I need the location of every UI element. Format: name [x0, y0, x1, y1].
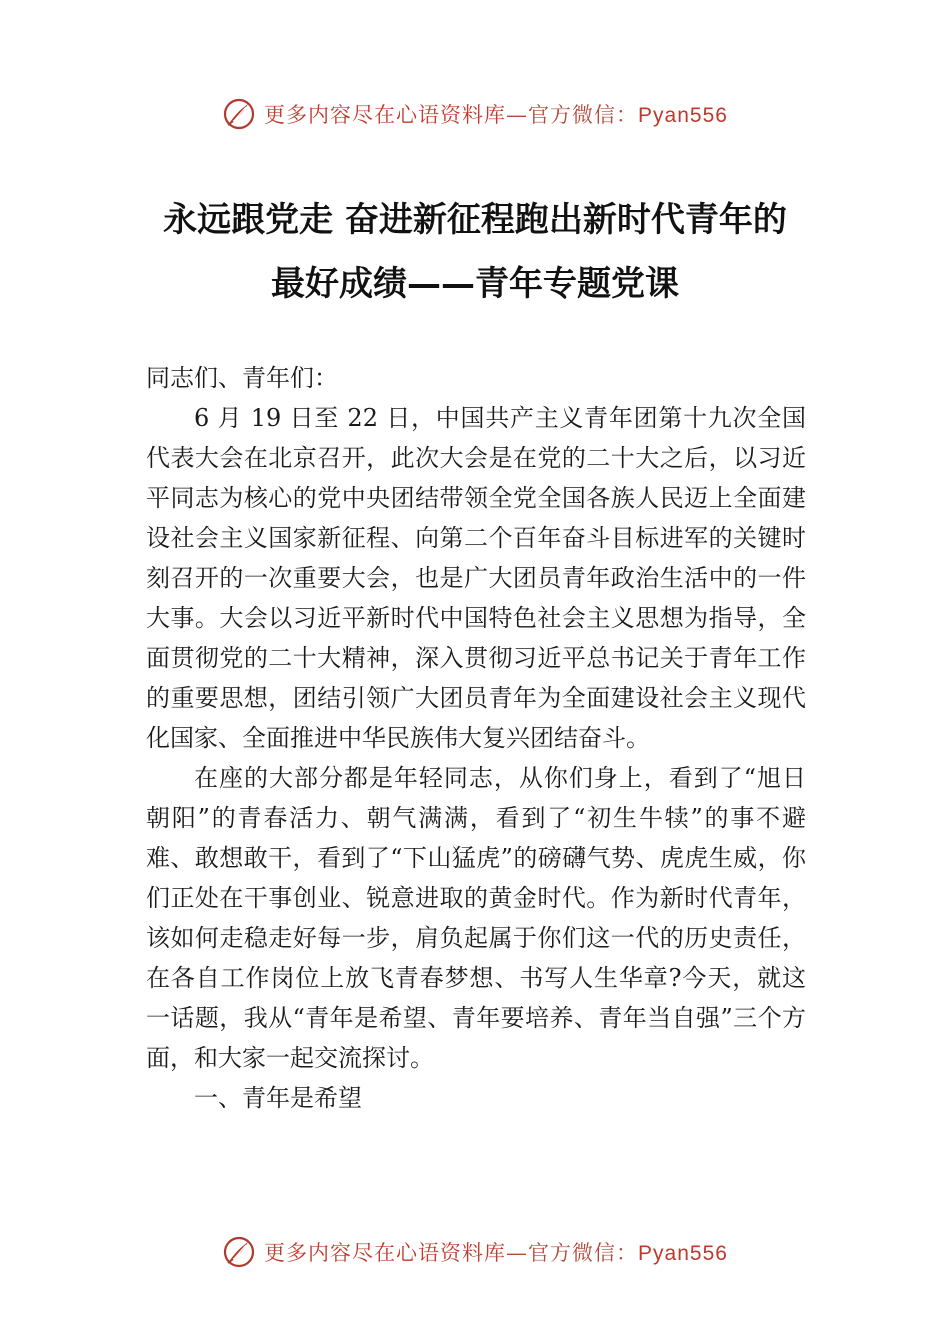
document-title [120, 188, 830, 316]
title-line-1: 永远跟党走 奋进新征程跑出新时代青年的 [163, 200, 787, 240]
title-line-2: 最好成绩——青年专题党课 [271, 264, 679, 304]
watermark-text: 更多内容尽在心语资料库—官方微信：Pyan556 [264, 1241, 728, 1265]
quill-pen-logo-icon [222, 1235, 256, 1269]
body-paragraph-2: 在座的大部分都是年轻同志，从你们身上，看到了“旭日朝阳”的青春活力、朝气满满，看到了“初生牛犊”的事不避难、敢想敢干，看到了“下山猛虎”的磅礴气势、虎虎生威，你们正处在干事创业、锐意进取的黄金时代。作为新时代青年，该如何走稳走好每一步，肩负起属于你们这一代的历史责任，在各自工作岗位上放飞青春梦想、书写人生华章?今天，就这一话题，我从“青年是希望、青年要培养、青年当自强”三个方面，和大家一起交流探讨。 [146, 764, 806, 1072]
body-paragraph-1: 6 月 19 日至 22 日，中国共产主义青年团第十九次全国代表大会在北京召开，此次大会是在党的二十大之后，以习近平同志为核心的党中央团结带领全党全国各族人民迈上全面建设社会主义国家新征程、向第二个百年奋斗目标进军的关键时刻召开的一次重要大会，也是广大团员青年政治生活中的一件大事。大会以习近平新时代中国特色社会主义思想为指导，全面贯彻党的二十大精神，深入贯彻习近平总书记关于青年工作的重要思想，团结引领广大团员青年为全面建设社会主义现代化国家、全面推进中华民族伟大复兴团结奋斗。 [146, 404, 806, 752]
footer-watermark-banner [0, 1232, 950, 1272]
document-body [146, 358, 806, 1118]
salutation: 同志们、青年们： [146, 364, 338, 392]
header-watermark-banner [0, 94, 950, 134]
quill-pen-logo-icon [222, 97, 256, 131]
section-heading: 一、青年是希望 [194, 1084, 362, 1112]
watermark-text: 更多内容尽在心语资料库—官方微信：Pyan556 [264, 103, 728, 127]
